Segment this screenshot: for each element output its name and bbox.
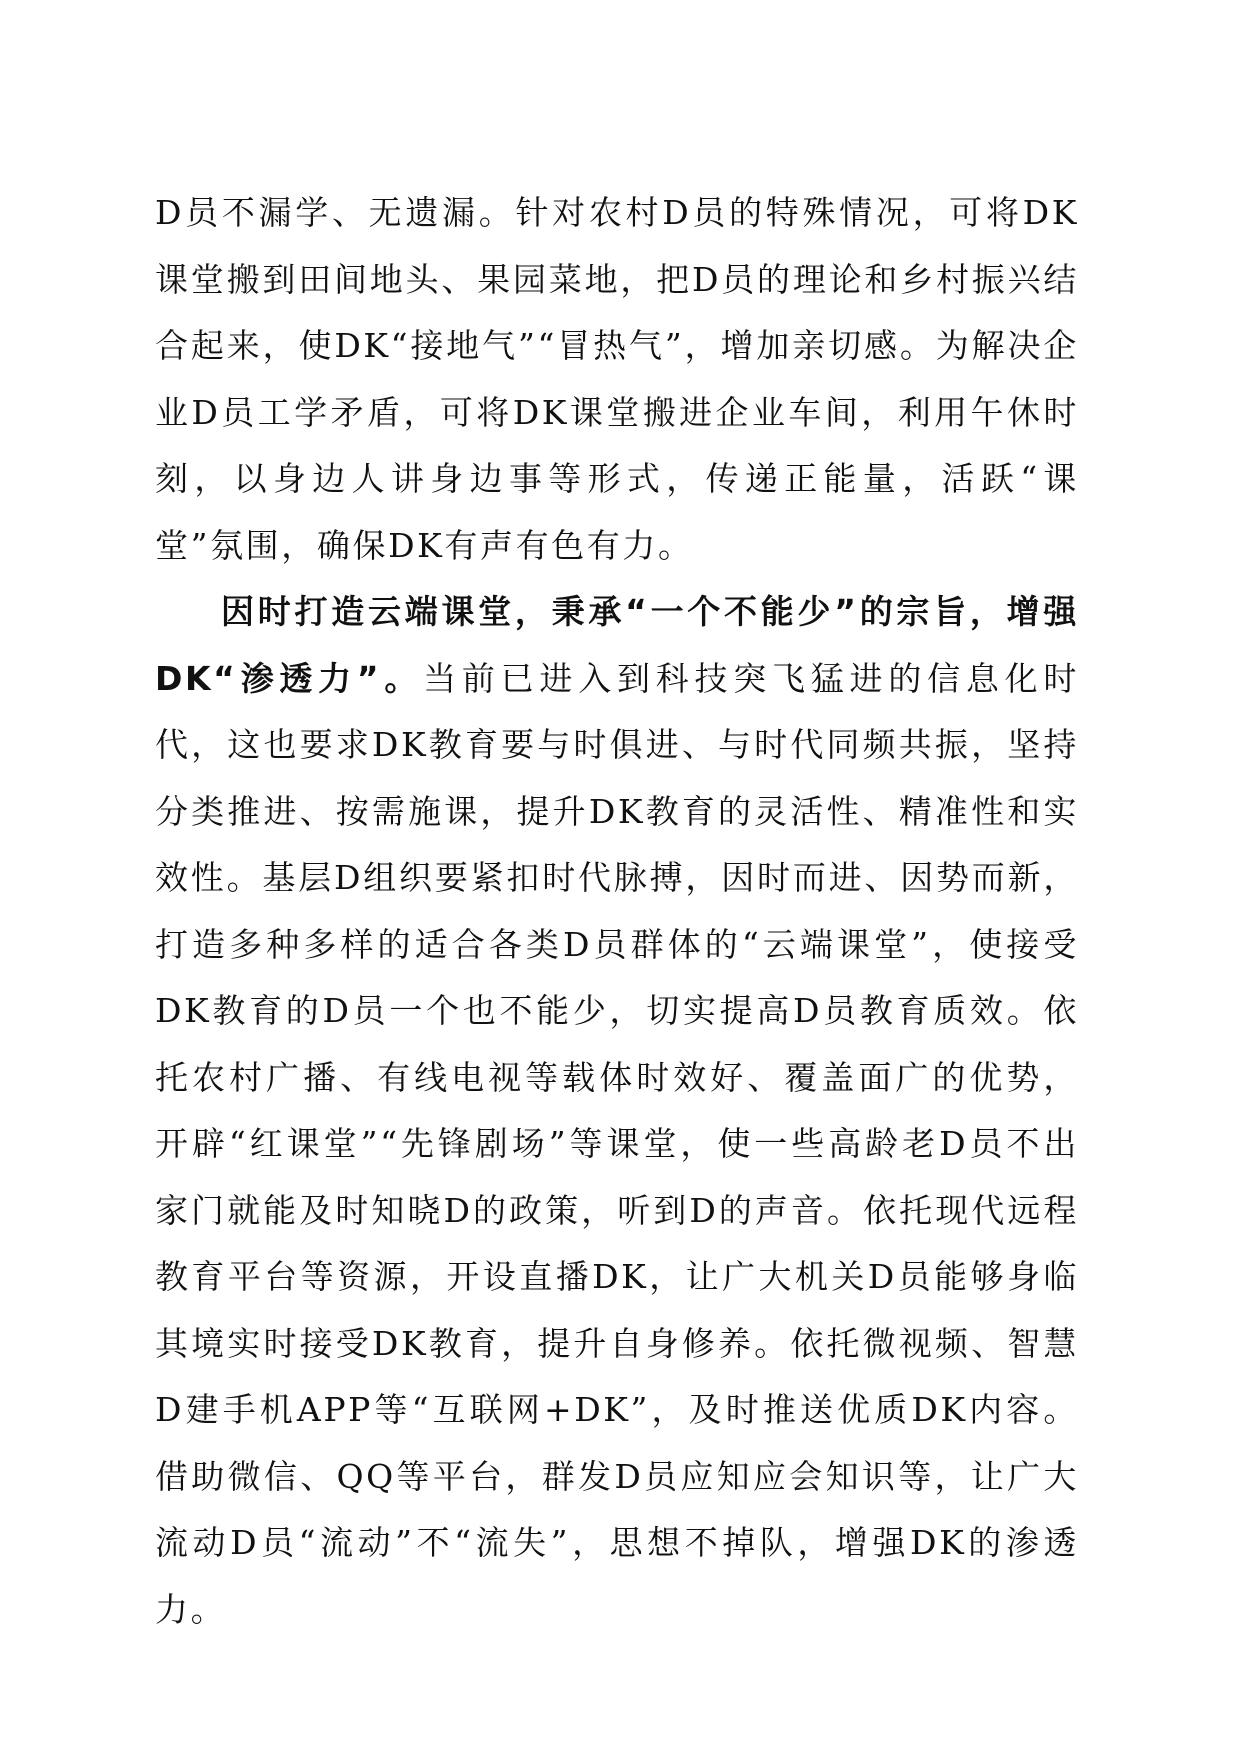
body-text bbox=[155, 180, 1079, 1643]
paragraph-heading: 因时打造云端课堂，秉承“一个不能少”的宗旨，增强DK“渗透力”。 bbox=[155, 592, 1079, 698]
paragraph-text: 当前已进入到科技突飞猛进的信息化时代，这也要求DK教育要与时俱进、与时代同频共振，坚持分类推进、按需施课，提升DK教育的灵活性、精准性和实效性。基层D组织要紧扣时代脉搏，因时而进、因势而新，打造多种多样的适合各类D员群体的“云端课堂”，使接受DK教育的D员一个也不能少，切实提高D员教育质效。依托农村广播、有线电视等载体时效好、覆盖面广的优势，开辟“红课堂”“先锋剧场”等课堂，使一些高龄老D员不出家门就能及时知晓D的政策，听到D的声音。依托现代远程教育平台等资源，开设直播DK，让广大机关D员能够身临其境实时接受DK教育，提升自身修养。依托微视频、智慧D建手机APP等“互联网+DK”，及时推送优质DK内容。借助微信、QQ等平台，群发D员应知应会知识等，让广大流动D员“流动”不“流失”，思想不掉队，增强DK的渗透力。 bbox=[155, 658, 1079, 1629]
paragraph-text: D员不漏学、无遗漏。针对农村D员的特殊情况，可将DK课堂搬到田间地头、果园菜地，把D员的理论和乡村振兴结合起来，使DK“接地气”“冒热气”，增加亲切感。为解决企业D员工学矛盾，可将DK课堂搬进企业车间，利用午休时刻，以身边人讲身边事等形式，传递正能量，活跃“课堂”氛围，确保DK有声有色有力。 bbox=[155, 193, 1079, 565]
paragraph-cloud-classroom bbox=[155, 579, 1079, 1643]
paragraph-continuation bbox=[155, 180, 1079, 579]
